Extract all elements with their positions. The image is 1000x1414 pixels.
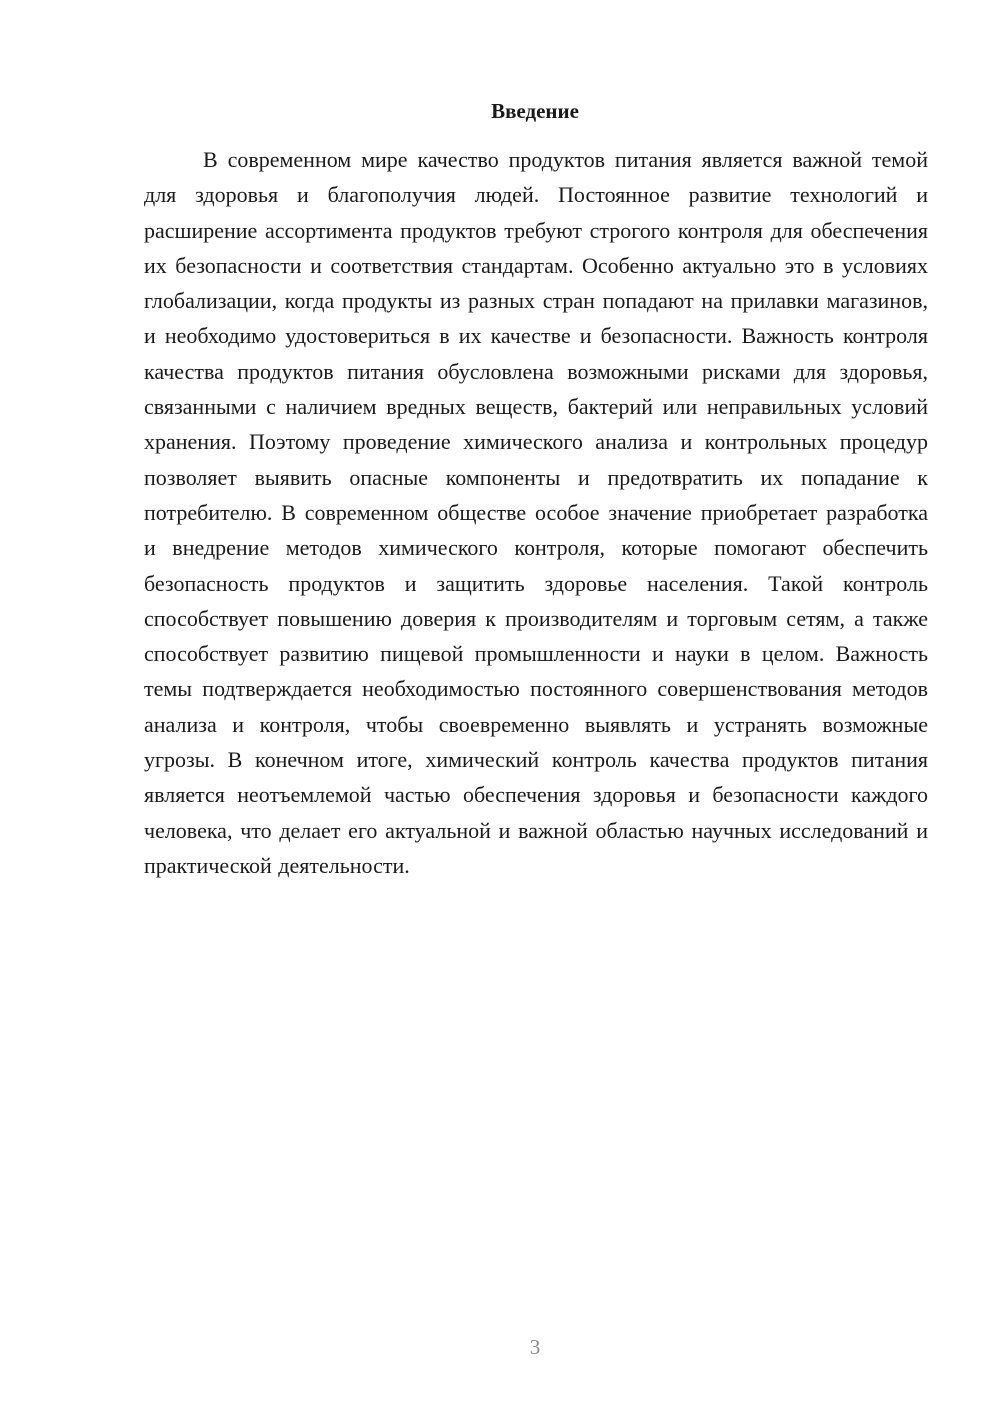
body-paragraph: В современном мире качество продуктов питания является важной темой для здоровья и благополучия людей. Постоянное развитие технологий и расширение ассортимента продуктов требуют строгого контроля для обеспечения их безопасности и соответствия стандартам. Особенно актуально это в условиях глобализации, когда продукты из разных стран попадают на прилавки магазинов, и необходимо удостовериться в их качестве и безопасности. Важность контроля качества продуктов питания обусловлена возможными рисками для здоровья, связанными с наличием вредных веществ, бактерий или неправильных условий хранения. Поэтому проведение химического анализа и контрольных процедур позволяет выявить опасные компоненты и предотвратить их попадание к потребителю. В современном обществе особое значение приобретает разработка и внедрение методов химического контроля, которые помогают обеспечить безопасность продуктов и защитить здоровье населения. Такой контроль способствует повышению доверия к производителям и торговым сетям, а также способствует развитию пищевой промышленности и науки в целом. Важность темы подтверждается необходимостью постоянного совершенствования методов анализа и контроля, чтобы своевременно выявлять и устранять возможные угрозы. В конечном итоге, химический контроль качества продуктов питания является неотъемлемой частью обеспечения здоровья и безопасности каждого человека, что делает его актуальной и важной областью научных исследований и практической деятельности. — [144, 147, 928, 878]
section-heading: Введение — [491, 99, 579, 123]
page-number: 3 — [529, 1335, 541, 1359]
